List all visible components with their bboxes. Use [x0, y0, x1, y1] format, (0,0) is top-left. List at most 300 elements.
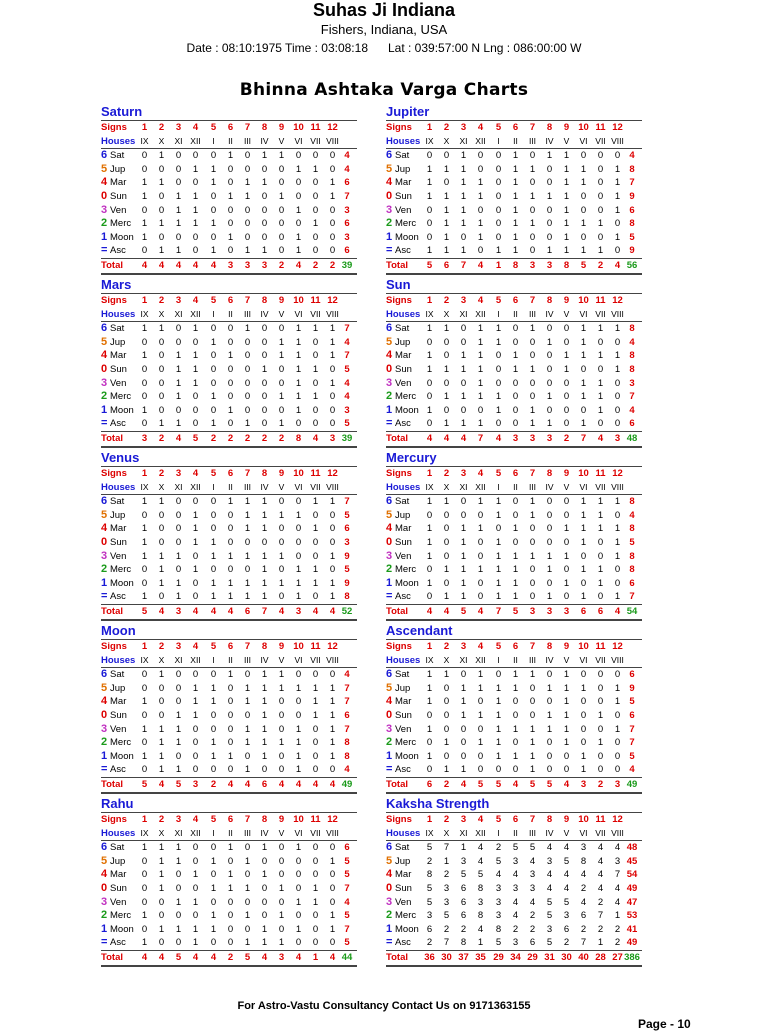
- column-total: 2: [443, 778, 450, 790]
- bindu-value: 8: [580, 855, 587, 867]
- planet-name: Ven: [110, 550, 127, 562]
- totals-row: [101, 950, 357, 967]
- sign-number: 2: [158, 814, 165, 825]
- bindu-value: 1: [443, 204, 450, 216]
- bindu-value: 1: [329, 336, 336, 348]
- bindu-value: 1: [244, 177, 251, 189]
- bindu-value: 0: [175, 404, 182, 416]
- bindu-value: 1: [261, 842, 268, 854]
- bindu-value: 0: [261, 218, 268, 230]
- sign-number: 3: [460, 295, 467, 306]
- column-total: 29: [527, 951, 538, 963]
- sign-number: 10: [578, 468, 589, 479]
- bindu-value: 1: [614, 190, 621, 202]
- planet-symbol: =: [101, 417, 108, 430]
- bindu-value: 1: [295, 509, 302, 521]
- bindu-value: 1: [512, 682, 519, 694]
- house-numeral: XI: [174, 481, 183, 492]
- row-total: 8: [629, 363, 635, 375]
- bindu-value: 1: [563, 682, 570, 694]
- bindu-value: 1: [529, 669, 536, 681]
- bindu-value: 2: [426, 937, 433, 949]
- bindu-value: 1: [175, 391, 182, 403]
- bindu-value: 3: [512, 937, 519, 949]
- planet-name: Sun: [395, 882, 412, 894]
- planet-name: Ven: [110, 204, 127, 216]
- bindu-value: 0: [460, 737, 467, 749]
- bindu-value: 0: [278, 842, 285, 854]
- bindu-value: 1: [261, 177, 268, 189]
- planet-name: Mar: [395, 869, 412, 881]
- sign-number: 9: [278, 814, 285, 825]
- bindu-value: 1: [210, 536, 217, 548]
- bindu-value: 1: [614, 363, 621, 375]
- bindu-value: 0: [529, 150, 536, 162]
- bindu-value: 0: [312, 204, 319, 216]
- bindu-value: 0: [329, 896, 336, 908]
- bindu-value: 0: [329, 669, 336, 681]
- bindu-value: 1: [158, 496, 165, 508]
- bindu-value: 1: [192, 163, 199, 175]
- sign-number: 10: [293, 468, 304, 479]
- bindu-value: 0: [175, 564, 182, 576]
- bindu-value: 2: [512, 923, 519, 935]
- bindu-value: 0: [210, 190, 217, 202]
- bindu-value: 1: [460, 363, 467, 375]
- bindu-value: 1: [192, 377, 199, 389]
- bindu-value: 0: [495, 190, 502, 202]
- planet-row: [386, 404, 642, 418]
- sign-number: 10: [293, 641, 304, 652]
- bindu-value: 1: [295, 336, 302, 348]
- planet-row: [101, 190, 357, 204]
- planet-row: [101, 404, 357, 418]
- house-numeral: II: [513, 135, 518, 146]
- bindu-value: 4: [614, 896, 621, 908]
- bindu-value: 1: [443, 496, 450, 508]
- bindu-value: 1: [141, 591, 148, 603]
- bindu-value: 6: [580, 910, 587, 922]
- bindu-value: 0: [227, 218, 234, 230]
- sign-number: 4: [477, 814, 484, 825]
- planet-row: [386, 363, 642, 377]
- column-total: 7: [460, 259, 467, 271]
- column-total: 4: [443, 605, 450, 617]
- bindu-value: 0: [278, 377, 285, 389]
- bindu-value: 1: [192, 709, 199, 721]
- bindu-value: 1: [614, 682, 621, 694]
- bindu-value: 0: [426, 418, 433, 430]
- planet-row: [386, 522, 642, 536]
- bindu-value: 0: [192, 391, 199, 403]
- bindu-value: 0: [614, 391, 621, 403]
- bindu-value: 1: [597, 564, 604, 576]
- bindu-value: 1: [512, 523, 519, 535]
- bindu-value: 1: [329, 323, 336, 335]
- bindu-value: 4: [529, 855, 536, 867]
- house-numeral: I: [212, 481, 215, 492]
- bindu-value: 1: [312, 218, 319, 230]
- bindu-value: 1: [460, 709, 467, 721]
- bindu-value: 1: [426, 750, 433, 762]
- bindu-value: 1: [495, 509, 502, 521]
- planet-row: [386, 417, 642, 431]
- bindu-value: 0: [529, 177, 536, 189]
- bindu-value: 1: [175, 709, 182, 721]
- bindu-value: 0: [278, 363, 285, 375]
- sign-number: 8: [546, 122, 553, 133]
- bindu-value: 0: [312, 869, 319, 881]
- planet-symbol: 1: [101, 230, 108, 243]
- planet-row: [386, 736, 642, 750]
- bindu-value: 0: [295, 696, 302, 708]
- planet-name: Moon: [395, 231, 419, 243]
- bindu-value: 1: [192, 204, 199, 216]
- bindu-value: 1: [495, 750, 502, 762]
- bindu-value: 0: [426, 231, 433, 243]
- houses-label: Houses: [101, 654, 136, 666]
- bindu-value: 3: [426, 910, 433, 922]
- bindu-value: 1: [329, 737, 336, 749]
- bindu-value: 0: [261, 855, 268, 867]
- column-total: 4: [597, 432, 604, 444]
- bindu-value: 1: [244, 737, 251, 749]
- column-total: 2: [597, 259, 604, 271]
- bindu-value: 1: [512, 669, 519, 681]
- bindu-value: 1: [477, 418, 484, 430]
- bindu-value: 0: [192, 855, 199, 867]
- column-total: 4: [227, 605, 234, 617]
- page-number: Page - 10: [638, 1017, 691, 1031]
- bindu-value: 0: [614, 737, 621, 749]
- person-name: Suhas Ji Indiana: [312, 0, 456, 20]
- house-numeral: III: [243, 827, 252, 838]
- bindu-value: 0: [614, 750, 621, 762]
- bindu-value: 0: [295, 523, 302, 535]
- bindu-value: 1: [512, 231, 519, 243]
- bindu-value: 3: [495, 896, 502, 908]
- bindu-value: 1: [158, 842, 165, 854]
- birth-location: Fishers, Indiana, USA: [320, 22, 448, 37]
- sign-number: 12: [612, 468, 623, 479]
- planet-row: [101, 522, 357, 536]
- bindu-value: 1: [244, 682, 251, 694]
- house-numeral: X: [158, 481, 165, 492]
- bindu-value: 1: [278, 418, 285, 430]
- bindu-value: 3: [512, 855, 519, 867]
- bindu-value: 1: [261, 509, 268, 521]
- bindu-value: 2: [614, 937, 621, 949]
- bindu-value: 0: [158, 509, 165, 521]
- bindu-value: 1: [512, 163, 519, 175]
- bindu-value: 1: [460, 190, 467, 202]
- bindu-value: 1: [312, 709, 319, 721]
- column-total: 3: [329, 432, 336, 444]
- column-total: 36: [424, 951, 435, 963]
- bindu-value: 1: [210, 218, 217, 230]
- bindu-value: 0: [158, 163, 165, 175]
- bindu-value: 3: [529, 869, 536, 881]
- bindu-value: 5: [546, 910, 553, 922]
- column-total: 3: [244, 259, 251, 271]
- bindu-value: 0: [141, 336, 148, 348]
- bindu-value: 0: [261, 882, 268, 894]
- bindu-value: 1: [175, 190, 182, 202]
- bindu-value: 0: [312, 855, 319, 867]
- bindu-value: 1: [261, 723, 268, 735]
- bindu-value: 0: [141, 418, 148, 430]
- bindu-value: 1: [312, 163, 319, 175]
- bindu-value: 0: [580, 404, 587, 416]
- bindu-value: 0: [426, 391, 433, 403]
- bindu-value: 1: [426, 177, 433, 189]
- bindu-value: 1: [460, 577, 467, 589]
- signs-label: Signs: [386, 814, 412, 825]
- house-numeral: II: [228, 481, 233, 492]
- bindu-value: 0: [426, 336, 433, 348]
- house-numeral: VII: [310, 827, 321, 838]
- bindu-value: 0: [329, 536, 336, 548]
- planet-row: [101, 495, 357, 509]
- bindu-value: 0: [329, 509, 336, 521]
- signs-label: Signs: [101, 295, 127, 306]
- bindu-value: 0: [563, 336, 570, 348]
- bindu-value: 7: [443, 937, 450, 949]
- houses-row: [386, 135, 642, 150]
- planet-row: [101, 682, 357, 696]
- planet-row: [101, 149, 357, 163]
- row-total: 4: [344, 377, 350, 389]
- bindu-value: 1: [614, 723, 621, 735]
- bindu-value: 1: [443, 323, 450, 335]
- panel-title: Saturn: [101, 104, 143, 119]
- bindu-value: 1: [563, 523, 570, 535]
- planet-symbol: 1: [386, 922, 393, 935]
- column-total: 30: [561, 951, 572, 963]
- planet-name: Moon: [110, 923, 134, 935]
- house-numeral: I: [497, 135, 500, 146]
- bindu-value: 0: [312, 231, 319, 243]
- column-total: 4: [443, 432, 450, 444]
- bindu-value: 1: [614, 350, 621, 362]
- planet-symbol: 6: [101, 322, 108, 335]
- sign-number: 1: [141, 814, 148, 825]
- bindu-value: 1: [329, 550, 336, 562]
- bindu-value: 1: [210, 910, 217, 922]
- bindu-value: 1: [477, 363, 484, 375]
- row-total: 5: [629, 231, 635, 243]
- bindu-value: 0: [227, 696, 234, 708]
- house-numeral: VI: [579, 135, 588, 146]
- bindu-value: 0: [312, 591, 319, 603]
- bindu-value: 0: [141, 245, 148, 257]
- column-total: 2: [329, 259, 336, 271]
- birth-details: Date : 08:10:1975 Time : 03:08:18 Lat : 039:57:00 N Lng : 086:00:00 W: [186, 41, 582, 55]
- planet-name: Ven: [110, 896, 127, 908]
- bindu-value: 0: [141, 150, 148, 162]
- bindu-value: 1: [141, 218, 148, 230]
- bindu-value: 0: [295, 669, 302, 681]
- bindu-value: 0: [614, 764, 621, 776]
- bindu-value: 1: [563, 363, 570, 375]
- bindu-value: 0: [158, 231, 165, 243]
- planet-symbol: =: [386, 590, 393, 603]
- planet-symbol: 5: [101, 162, 108, 175]
- bindu-value: 1: [210, 163, 217, 175]
- bindu-value: 1: [460, 564, 467, 576]
- totals-row: [101, 777, 357, 794]
- houses-row: [386, 481, 642, 496]
- bindu-value: 1: [580, 764, 587, 776]
- bindu-value: 0: [278, 323, 285, 335]
- houses-label: Houses: [386, 654, 421, 666]
- bindu-value: 4: [563, 869, 570, 881]
- planet-row: [101, 390, 357, 404]
- bindu-value: 0: [495, 204, 502, 216]
- sign-number: 6: [227, 468, 234, 479]
- bindu-value: 1: [546, 550, 553, 562]
- bindu-value: 1: [295, 577, 302, 589]
- bindu-value: 0: [426, 204, 433, 216]
- planet-name: Jup: [395, 682, 411, 694]
- bindu-value: 0: [563, 391, 570, 403]
- column-total: 3: [580, 778, 587, 790]
- bindu-value: 1: [460, 350, 467, 362]
- bindu-value: 3: [495, 882, 502, 894]
- bindu-value: 1: [563, 577, 570, 589]
- row-total: 5: [344, 363, 350, 375]
- house-numeral: XI: [459, 481, 468, 492]
- bindu-value: 0: [175, 323, 182, 335]
- bindu-value: 1: [278, 682, 285, 694]
- bindu-value: 0: [580, 737, 587, 749]
- sign-number: 5: [210, 122, 217, 133]
- bindu-value: 0: [244, 536, 251, 548]
- bindu-value: 1: [614, 163, 621, 175]
- planet-name: Mar: [110, 350, 127, 362]
- bindu-value: 0: [546, 764, 553, 776]
- bindu-value: 0: [312, 404, 319, 416]
- column-total: 4: [312, 432, 319, 444]
- bindu-value: 0: [278, 923, 285, 935]
- sign-number: 5: [495, 295, 502, 306]
- bindu-value: 1: [512, 190, 519, 202]
- bindu-value: 0: [210, 231, 217, 243]
- bindu-value: 0: [477, 204, 484, 216]
- bindu-value: 1: [261, 669, 268, 681]
- bindu-value: 1: [261, 523, 268, 535]
- planet-row: [386, 590, 642, 604]
- planet-row: [101, 855, 357, 869]
- column-total: 3: [261, 259, 268, 271]
- planet-row: [386, 163, 642, 177]
- bindu-value: 1: [192, 696, 199, 708]
- bindu-value: 0: [192, 842, 199, 854]
- planet-symbol: =: [386, 417, 393, 430]
- row-total: 5: [344, 418, 350, 430]
- house-numeral: VI: [294, 135, 303, 146]
- bindu-value: 1: [141, 404, 148, 416]
- bindu-value: 1: [495, 496, 502, 508]
- bindu-value: 4: [597, 882, 604, 894]
- planet-name: Sat: [395, 669, 410, 681]
- sign-number: 6: [227, 122, 234, 133]
- row-total: 7: [344, 496, 350, 508]
- row-total: 8: [629, 163, 635, 175]
- planet-row: [386, 868, 642, 882]
- bindu-value: 1: [529, 404, 536, 416]
- house-numeral: II: [513, 481, 518, 492]
- planet-symbol: 0: [101, 189, 108, 202]
- sign-number: 11: [595, 641, 606, 652]
- bindu-value: 1: [512, 550, 519, 562]
- column-total: 30: [441, 951, 452, 963]
- planet-symbol: 3: [386, 376, 393, 389]
- bindu-value: 1: [597, 218, 604, 230]
- column-total: 8: [295, 432, 302, 444]
- bindu-value: 1: [175, 923, 182, 935]
- bindu-value: 1: [426, 404, 433, 416]
- planet-name: Asc: [110, 245, 126, 257]
- sign-number: 11: [310, 641, 321, 652]
- bindu-value: 1: [261, 496, 268, 508]
- house-numeral: X: [158, 654, 165, 665]
- bindu-value: 0: [477, 509, 484, 521]
- bindu-value: 1: [443, 363, 450, 375]
- sign-number: 1: [141, 295, 148, 306]
- bindu-value: 0: [295, 910, 302, 922]
- planet-row: [386, 668, 642, 682]
- bindu-value: 1: [175, 591, 182, 603]
- bindu-value: 0: [210, 709, 217, 721]
- column-total: 3: [546, 605, 553, 617]
- bindu-value: 0: [495, 150, 502, 162]
- bindu-value: 0: [192, 577, 199, 589]
- bindu-value: 1: [512, 363, 519, 375]
- planet-symbol: 0: [386, 189, 393, 202]
- planet-name: Mar: [395, 350, 412, 362]
- bindu-value: 0: [312, 842, 319, 854]
- column-total: 6: [580, 605, 587, 617]
- bindu-value: 0: [278, 709, 285, 721]
- bindu-value: 1: [563, 550, 570, 562]
- sign-number: 11: [310, 468, 321, 479]
- totals-row: [386, 604, 642, 621]
- bindu-value: 1: [477, 709, 484, 721]
- bindu-value: 0: [312, 910, 319, 922]
- bindu-value: 0: [460, 323, 467, 335]
- bindu-value: 1: [244, 323, 251, 335]
- bindu-value: 1: [312, 564, 319, 576]
- bindu-value: 0: [597, 536, 604, 548]
- bindu-value: 1: [141, 496, 148, 508]
- planet-name: Jup: [110, 163, 126, 175]
- bindu-value: 0: [477, 245, 484, 257]
- planet-row: [101, 577, 357, 591]
- bindu-value: 0: [512, 696, 519, 708]
- bindu-value: 0: [192, 150, 199, 162]
- bindu-value: 0: [312, 723, 319, 735]
- bindu-value: 0: [329, 218, 336, 230]
- column-total: 2: [278, 259, 285, 271]
- bindu-value: 0: [141, 855, 148, 867]
- bindu-value: 0: [141, 923, 148, 935]
- bindu-value: 1: [460, 150, 467, 162]
- bindu-value: 0: [460, 377, 467, 389]
- bindu-value: 0: [329, 882, 336, 894]
- sign-number: 12: [612, 814, 623, 825]
- column-total: 3: [546, 259, 553, 271]
